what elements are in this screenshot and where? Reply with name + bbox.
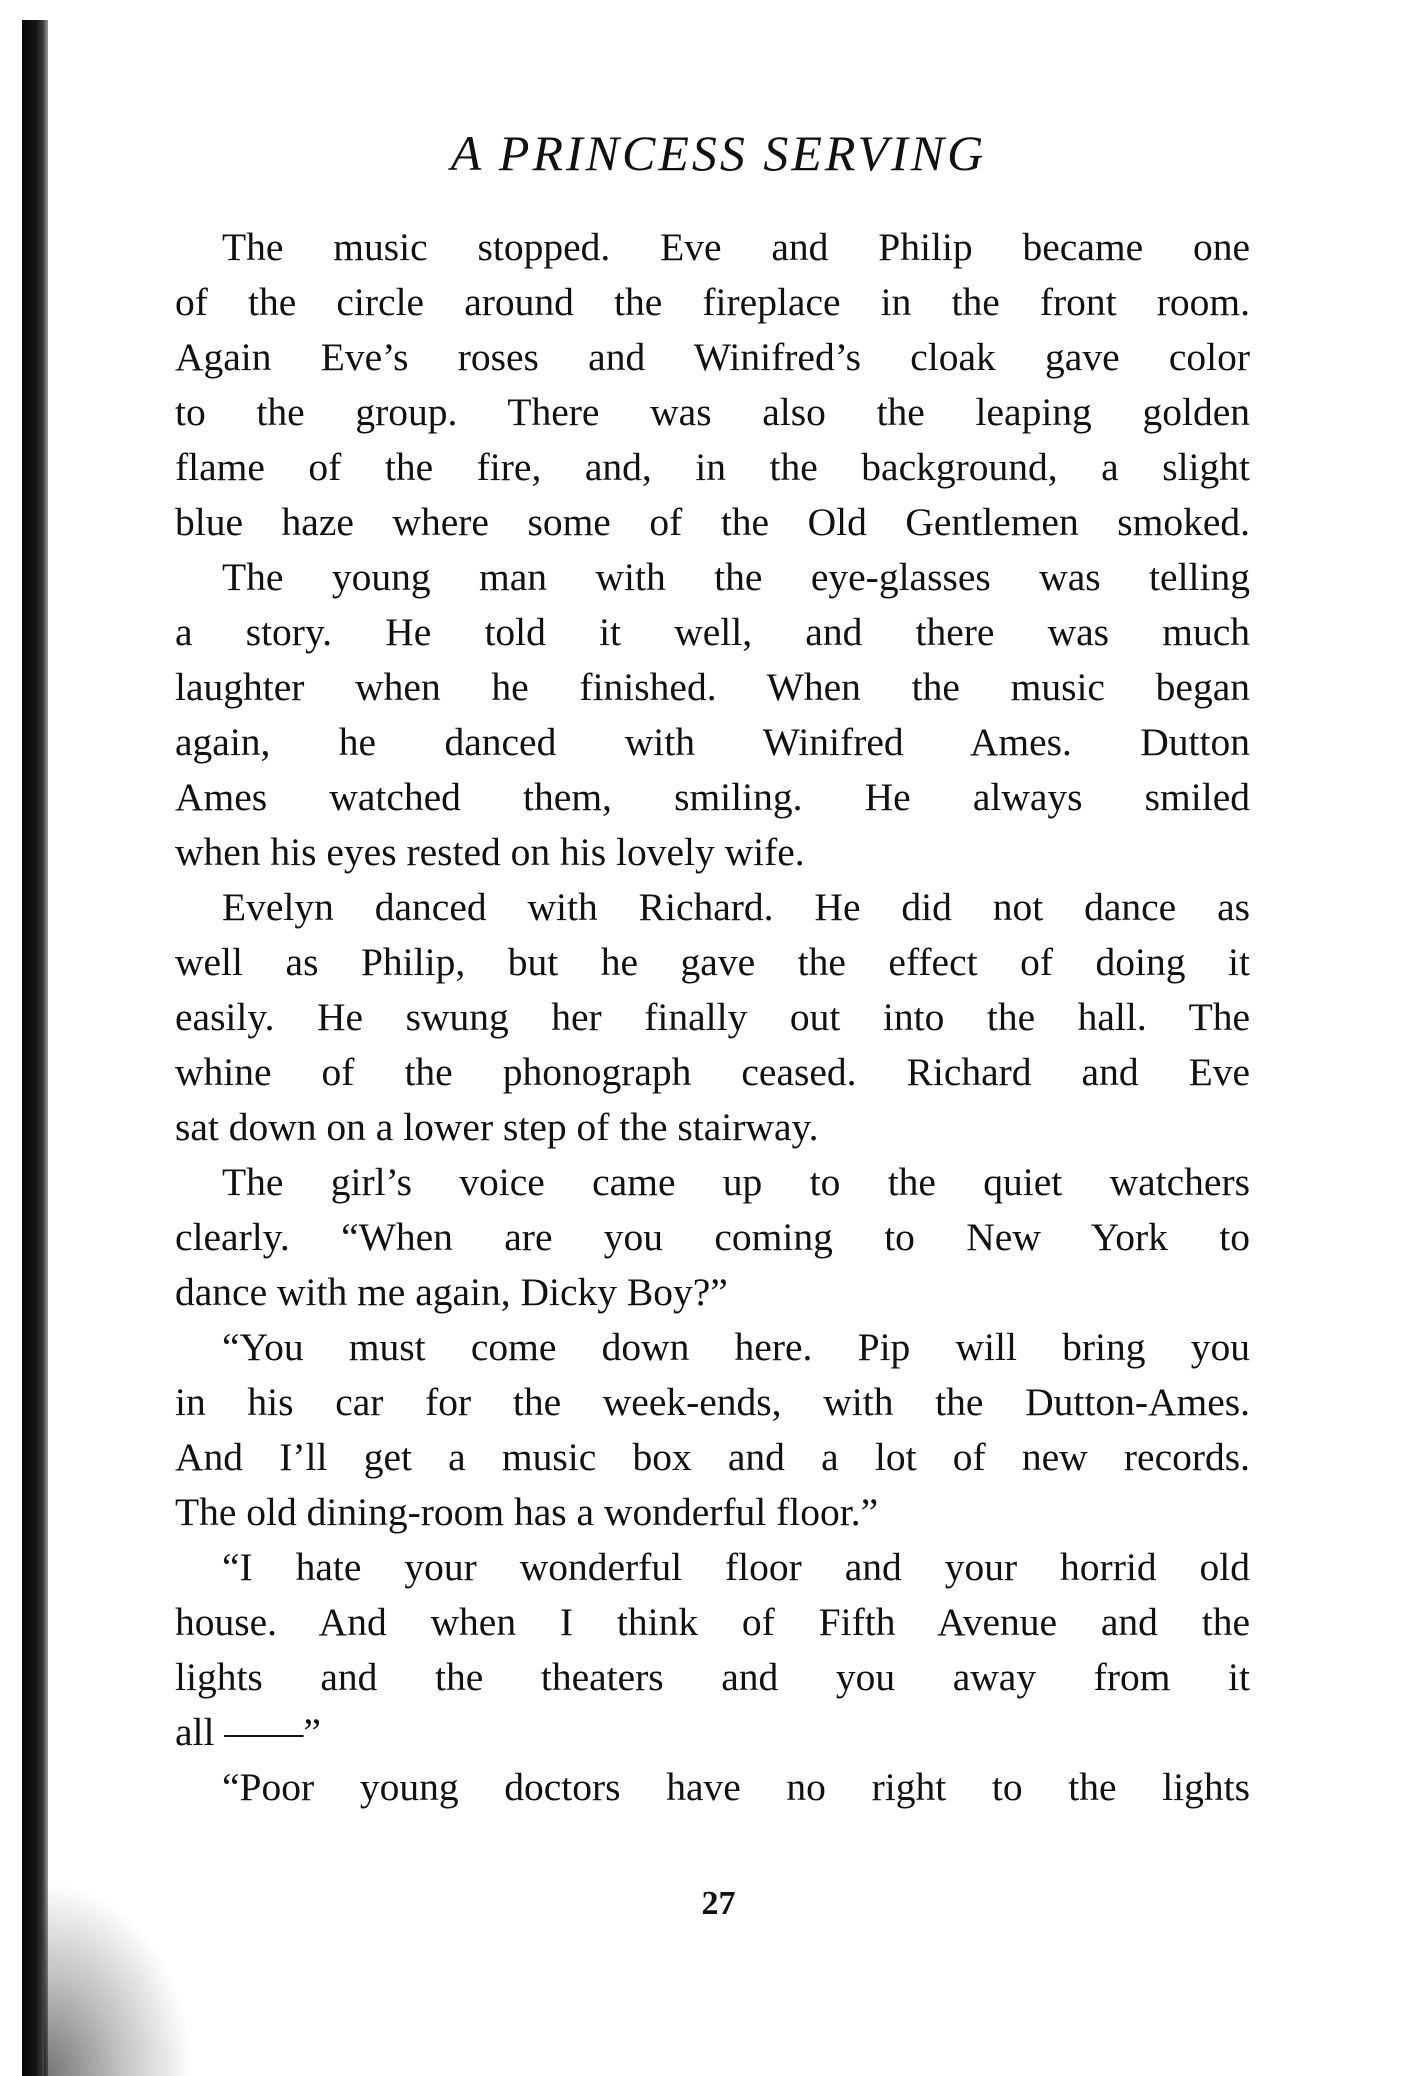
- text-line: in his car for the week-ends, with the Dutton-Ames.: [175, 1380, 1250, 1424]
- text-line: clearly. “When are you coming to New York to: [175, 1215, 1250, 1259]
- text-line: laughter when he finished. When the music began: [175, 665, 1250, 709]
- paragraph: [175, 1760, 1250, 1815]
- paragraph: [175, 1320, 1250, 1540]
- text-line: all ——”: [175, 1710, 321, 1754]
- paragraph: [175, 1155, 1250, 1320]
- text-line: The music stopped. Eve and Philip became one: [222, 225, 1250, 269]
- text-line: to the group. There was also the leaping golden: [175, 390, 1250, 434]
- page-binding-edge: [22, 20, 48, 2076]
- text-line: blue haze where some of the Old Gentlemen smoked.: [175, 500, 1250, 544]
- text-line: of the circle around the fireplace in the front room.: [175, 280, 1250, 324]
- text-line: a story. He told it well, and there was much: [175, 610, 1250, 654]
- paragraph: [175, 220, 1250, 550]
- text-line: Evelyn danced with Richard. He did not dance as: [222, 885, 1250, 929]
- text-line: sat down on a lower step of the stairway.: [175, 1105, 819, 1149]
- text-line: Again Eve’s roses and Winifred’s cloak gave color: [175, 335, 1250, 379]
- text-line: “I hate your wonderful floor and your horrid old: [222, 1545, 1250, 1589]
- text-line: The girl’s voice came up to the quiet watchers: [222, 1160, 1250, 1204]
- text-line: whine of the phonograph ceased. Richard and Eve: [175, 1050, 1250, 1094]
- page-number: 27: [701, 1885, 736, 1922]
- body-text: [175, 220, 1250, 1815]
- text-line: easily. He swung her finally out into the hall. The: [175, 995, 1250, 1039]
- text-line: well as Philip, but he gave the effect of doing it: [175, 940, 1250, 984]
- paragraph: [175, 1540, 1250, 1760]
- paragraph: [175, 880, 1250, 1155]
- text-line: “Poor young doctors have no right to the lights: [222, 1765, 1250, 1809]
- text-line: house. And when I think of Fifth Avenue and the: [175, 1600, 1250, 1644]
- text-line: “You must come down here. Pip will bring you: [222, 1325, 1250, 1369]
- text-line: dance with me again, Dicky Boy?”: [175, 1270, 728, 1314]
- text-line: lights and the theaters and you away from it: [175, 1655, 1250, 1699]
- text-line: flame of the fire, and, in the background, a slight: [175, 445, 1250, 489]
- running-head: A PRINCESS SERVING: [450, 125, 987, 181]
- text-line: The old dining-room has a wonderful floor.”: [175, 1490, 879, 1534]
- text-line: And I’ll get a music box and a lot of new records.: [175, 1435, 1250, 1479]
- paragraph: [175, 550, 1250, 880]
- text-line: again, he danced with Winifred Ames. Dutton: [175, 720, 1250, 764]
- text-line: Ames watched them, smiling. He always smiled: [175, 775, 1250, 819]
- text-line: The young man with the eye-glasses was telling: [222, 555, 1250, 599]
- text-line: when his eyes rested on his lovely wife.: [175, 830, 805, 874]
